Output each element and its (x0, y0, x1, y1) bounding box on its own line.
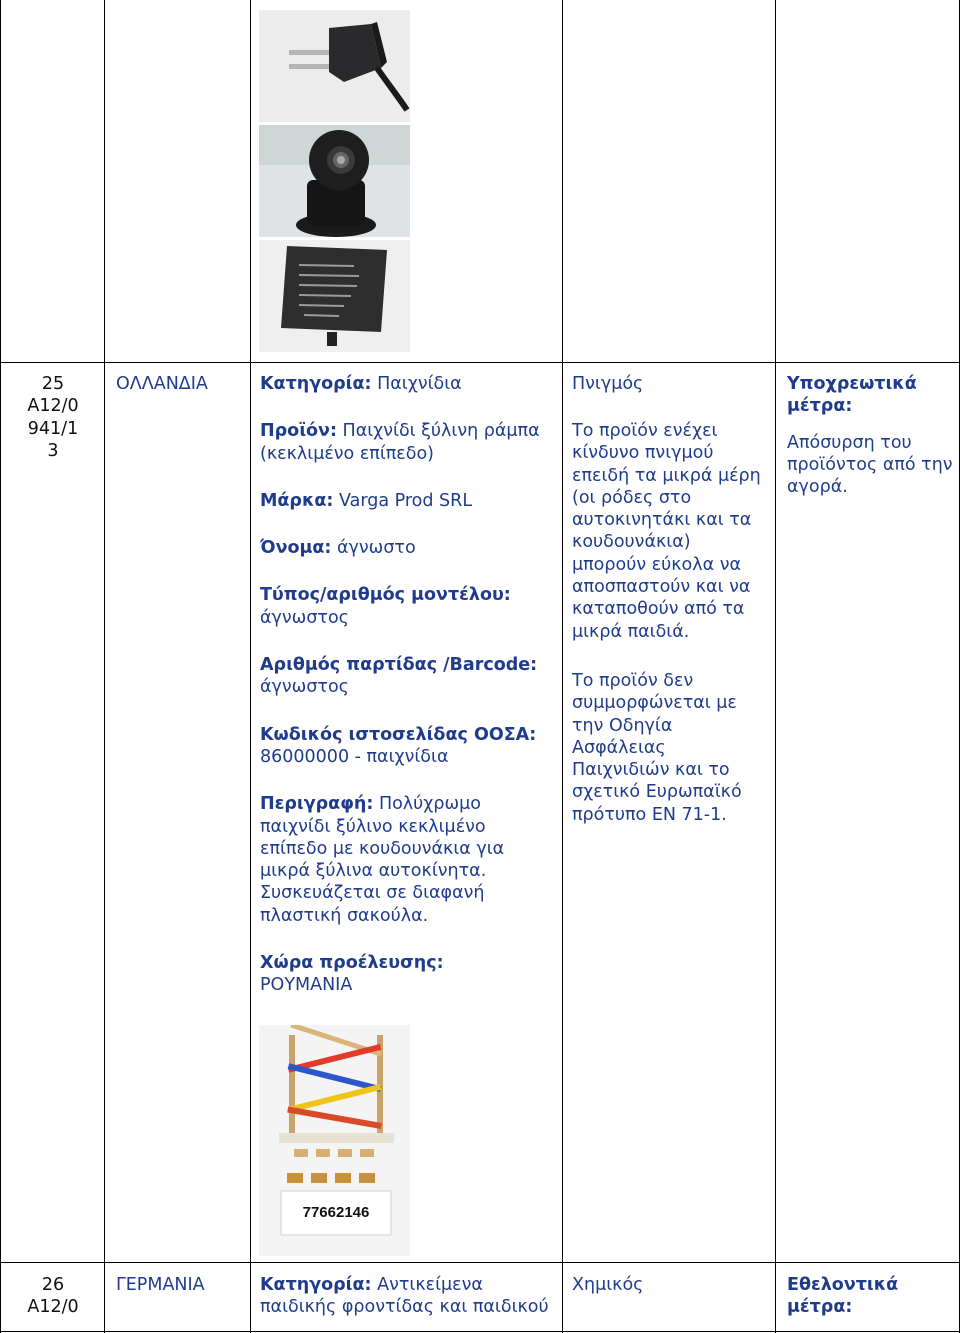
risk-type-chemical: Χημικός (572, 1275, 644, 1295)
measures-label-26: Εθελοντικά μέτρα: (787, 1275, 899, 1318)
notification-number (8, 373, 98, 462)
id-line: 3 (47, 440, 59, 461)
field-batch-barcode: Αριθμός παρτίδας /Barcode: άγνωστος (260, 655, 538, 698)
barcode-label: 77662146 (302, 1204, 370, 1221)
field-product: Προϊόν: Παιχνίδι ξύλινη ράμπα (κεκλιμένο επίπεδο) (260, 421, 540, 464)
field-category: Κατηγορία: Παιχνίδια (260, 374, 462, 394)
id-line: 26 (41, 1275, 65, 1295)
measures (787, 373, 955, 498)
field-model: Τύπος/αριθμός μοντέλου: άγνωστος (260, 585, 511, 628)
table-border-left (0, 0, 1, 1333)
col-divider-3 (562, 0, 563, 1333)
wooden-ramp-toy-photo (259, 1025, 410, 1256)
adapter-label-photo (259, 240, 410, 352)
field-oecd-code: Κωδικός ιστοσελίδας ΟΟΣΑ: 86000000 - παιχνίδια (260, 724, 537, 767)
row-divider-2 (0, 1262, 960, 1263)
risk-description: Το προϊόν ενέχει κίνδυνο πνιγμού επειδή τα μικρά μέρη (οι ρόδες στο αυτοκινητάκι και τα κουδουνάκια) μπορούν εύκολα να αποσπαστούν και να καταποθούν από τα μικρά παιδιά. (572, 421, 761, 642)
country-germany: ΓΕΡΜΑΝΙΑ (116, 1275, 205, 1295)
id-line: 941/1 (27, 418, 79, 439)
country-netherlands: ΟΛΛΑΝΔΙΑ (116, 374, 208, 394)
row-divider-1 (0, 362, 960, 363)
webcam-photo (259, 125, 410, 237)
id-line: A12/0 (27, 1297, 79, 1318)
col-divider-4 (775, 0, 776, 1333)
col-divider-2 (250, 0, 251, 1333)
notification-number-26 (8, 1274, 98, 1319)
field-origin: Χώρα προέλευσης: ΡΟΥΜΑΝΙΑ (260, 953, 444, 996)
col-divider-1 (104, 0, 105, 1333)
table-border-bottom (0, 1331, 960, 1332)
id-line: 25 (41, 374, 65, 394)
id-line: A12/0 (27, 396, 79, 417)
product-details (260, 373, 555, 997)
field-brand: Μάρκα: Varga Prod SRL (260, 490, 473, 511)
field-description: Περιγραφή: Πολύχρωμο παιχνίδι ξύλινο κεκλιμένο επίπεδο με κουδουνάκια για μικρά ξύλινα αυτοκίνητα. Συσκευάζεται σε διαφανή πλαστική σακούλα. (260, 794, 505, 926)
risk-type-choking: Πνιγμός (572, 374, 644, 394)
measures-value: Απόσυρση του προϊόντος από την αγορά. (787, 432, 953, 498)
risk-compliance-note: Το προϊόν δεν συμμορφώνεται με την Οδηγία Ασφάλειας Παιχνιδιών και το σχετικό Ευρωπαϊκό πρότυπο EN 71-1. (572, 671, 742, 825)
power-adapter-photo (259, 10, 410, 122)
field-name: Όνομα: άγνωστο (260, 538, 416, 559)
product-details-26: Κατηγορία: Αντικείμενα παιδικής φροντίδας και παιδικού (260, 1275, 549, 1318)
measures-label: Υποχρεωτικά μέτρα: (787, 374, 917, 417)
